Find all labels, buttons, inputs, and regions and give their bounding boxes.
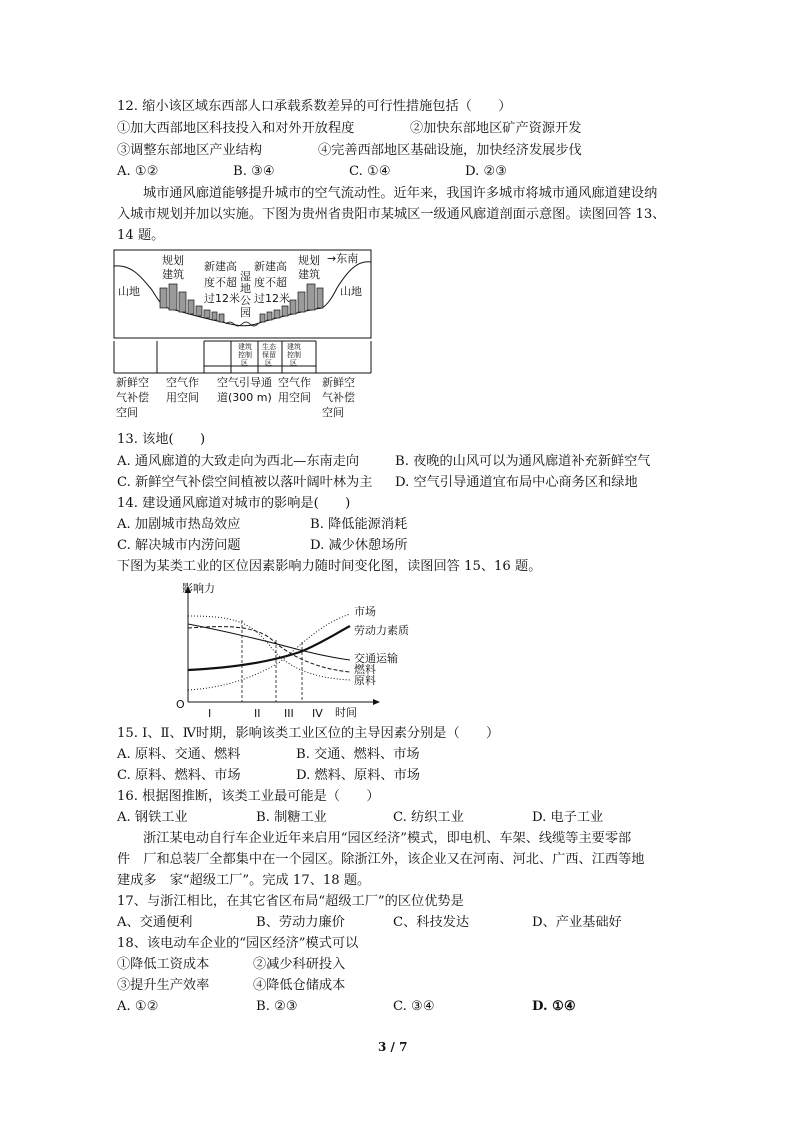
- park-label-2: 地: [240, 282, 251, 295]
- b4-line1: 空气作: [278, 376, 311, 389]
- legend-labor: 劳动力素质: [354, 624, 409, 637]
- period-2: II: [254, 707, 261, 720]
- series-market: [188, 614, 350, 690]
- q17-option-b: B、劳动力廉价: [256, 915, 345, 930]
- q16-stem: 16. 根据图推断，该类工业最可能是（ ）: [117, 789, 380, 804]
- intro13-line3: 14 题。: [117, 228, 165, 243]
- legend-fuel: 燃料: [354, 663, 376, 676]
- zone-build-right-1: 建筑: [287, 343, 301, 351]
- series-transport: [188, 624, 350, 660]
- q14-option-a: A. 加剧城市热岛效应: [117, 517, 241, 532]
- intro15: 下图为某类工业的区位因素影响力随时间变化图，读图回答 15、16 题。: [117, 559, 542, 574]
- b5-line2: 气补偿: [322, 391, 355, 404]
- q17-stem: 17、与浙江相比，在其它省区布局“超级工厂”的区位优势是: [117, 894, 464, 909]
- b5-line3: 空间: [322, 406, 344, 419]
- legend-market: 市场: [354, 605, 376, 618]
- q18-stem: 18、该电动车企业的“园区经济”模式可以: [117, 936, 359, 951]
- q13-option-a: A. 通风廊道的大致走向为西北—东南走向: [117, 454, 360, 469]
- left-mountain-label: 山地: [118, 285, 140, 298]
- q13-option-d: D. 空气引导通道宜布局中心商务区和绿地: [395, 475, 638, 490]
- factor-chart: [170, 580, 430, 722]
- q14-option-c: C. 解决城市内涝问题: [117, 538, 241, 553]
- park-label-3: 公: [240, 294, 251, 307]
- b1-line3: 空间: [116, 406, 138, 419]
- zone-build-left-3: 区: [241, 359, 248, 367]
- series-raw-material: [188, 616, 350, 680]
- q18-option-d: D. ①④: [532, 999, 576, 1014]
- period-1: I: [208, 707, 212, 720]
- q15-option-c: C. 原料、燃料、市场: [117, 768, 241, 783]
- origin-label: O: [176, 698, 185, 711]
- q14-option-b: B. 降低能源消耗: [310, 517, 408, 532]
- q13-option-c: C. 新鲜空气补偿空间植被以落叶阔叶林为主: [117, 475, 373, 490]
- plan-building-right-2: 建筑: [298, 268, 320, 281]
- period-3: III: [284, 707, 294, 720]
- plan-building-right-1: 规划: [298, 254, 320, 267]
- q18-option-a: A. ①②: [117, 999, 159, 1014]
- new-height-left-3: 过12米: [204, 292, 240, 305]
- zone-build-right-2: 控制: [287, 351, 301, 359]
- q12-option-a: A. ①②: [117, 164, 159, 179]
- b3-line2: 道(300 m): [217, 391, 272, 404]
- zone-eco-3: 区: [265, 359, 272, 367]
- q12-statement-2: ②加快东部地区矿产资源开发: [410, 121, 582, 136]
- corridor-diagram: [112, 248, 378, 428]
- q12-option-d: D. ②③: [465, 164, 508, 179]
- plan-building-left-2: 建筑: [162, 268, 184, 281]
- q18-option-c: C. ③④: [393, 999, 435, 1014]
- q13-stem: 13. 该地( ): [117, 432, 206, 447]
- q12-option-c: C. ①④: [349, 164, 391, 179]
- zone-eco-2: 保留: [262, 351, 276, 359]
- q18-statement-2: ②减少科研投入: [253, 957, 346, 972]
- q15-option-a: A. 原料、交通、燃料: [117, 747, 241, 762]
- plan-building-left-1: 规划: [162, 254, 184, 267]
- q16-option-c: C. 纺织工业: [393, 810, 464, 825]
- q15-option-b: B. 交通、燃料、市场: [296, 747, 420, 762]
- q18-statement-3: ③提升生产效率: [117, 978, 210, 993]
- q16-option-d: D. 电子工业: [532, 810, 604, 825]
- series-labor: [188, 626, 350, 670]
- series-fuel: [188, 627, 350, 672]
- intro17-line3: 建成多 家“超级工厂”。完成 17、18 题。: [117, 873, 371, 888]
- y-axis-label: 影响力: [182, 582, 215, 595]
- new-height-left-1: 新建高: [204, 260, 237, 273]
- new-height-right-3: 过12米: [254, 292, 290, 305]
- q18-statement-1: ①降低工资成本: [117, 957, 210, 972]
- q15-stem: 15. Ⅰ、Ⅱ、Ⅳ时期，影响该类工业区位的主导因素分别是（ ）: [117, 726, 500, 741]
- q18-option-b: B. ②③: [256, 999, 298, 1014]
- zone-build-right-3: 区: [290, 359, 297, 367]
- b3-line1: 空气引导通: [217, 376, 272, 389]
- intro17-line2: 件 厂和总装厂全都集中在一个园区。除浙江外，该企业又在河南、河北、广西、江西等地: [117, 852, 645, 867]
- b1-line2: 气补偿: [116, 391, 149, 404]
- right-mountain-label: 山地: [340, 285, 362, 298]
- page-number: 3 / 7: [378, 1040, 408, 1054]
- legend-transport: 交通运输: [354, 652, 398, 665]
- b4-line2: 用空间: [278, 391, 311, 404]
- park-label-4: 园: [240, 306, 251, 319]
- q14-stem: 14. 建设通风廊道对城市的影响是( ): [117, 496, 351, 511]
- period-4: IV: [312, 707, 323, 720]
- park-label-1: 湿: [240, 270, 251, 283]
- q18-statement-4: ④降低仓储成本: [253, 978, 346, 993]
- q12-statement-4: ④完善西部地区基础设施，加快经济发展步伐: [318, 143, 582, 158]
- b5-line1: 新鲜空: [322, 376, 355, 389]
- intro13-line1: 城市通风廊道能够提升城市的空气流动性。近年来，我国许多城市将城市通风廊道建设纳: [143, 186, 658, 201]
- q17-option-d: D、产业基础好: [532, 915, 622, 930]
- q12-stem: 12. 缩小该区域东西部人口承载系数差异的可行性措施包括（ ）: [117, 99, 512, 114]
- x-axis-label: 时间: [335, 706, 357, 719]
- intro13-line2: 入城市规划并加以实施。下图为贵州省贵阳市某城区一级通风廊道剖面示意图。读图回答 13、: [117, 207, 666, 222]
- intro17-line1: 浙江某电动自行车企业近年来启用“园区经济”模式，即电机、车架、线缆等主要零部: [143, 831, 632, 846]
- legend-raw: 原料: [354, 674, 376, 687]
- q12-statement-3: ③调整东部地区产业结构: [117, 143, 263, 158]
- new-height-right-1: 新建高: [254, 260, 287, 273]
- q16-option-a: A. 钢铁工业: [117, 810, 188, 825]
- b2-line1: 空气作: [166, 376, 199, 389]
- b1-line1: 新鲜空: [116, 376, 149, 389]
- new-height-left-2: 度不超: [204, 276, 237, 289]
- q15-option-d: D. 燃料、原料、市场: [296, 768, 420, 783]
- q16-option-b: B. 制糖工业: [256, 810, 327, 825]
- new-height-right-2: 度不超: [254, 276, 287, 289]
- zone-build-left-1: 建筑: [238, 343, 252, 351]
- b2-line2: 用空间: [166, 391, 199, 404]
- q13-option-b: B. 夜晚的山风可以为通风廊道补充新鲜空气: [395, 454, 651, 469]
- direction-label: →东南: [327, 252, 359, 265]
- zone-eco-1: 生态: [262, 343, 276, 351]
- q17-option-c: C、科技发达: [393, 915, 470, 930]
- q14-option-d: D. 减少休憩场所: [310, 538, 408, 553]
- zone-build-left-2: 控制: [238, 351, 252, 359]
- q17-option-a: A、交通便利: [117, 915, 193, 930]
- q12-option-b: B. ③④: [233, 164, 275, 179]
- q12-statement-1: ①加大西部地区科技投入和对外开放程度: [117, 121, 355, 136]
